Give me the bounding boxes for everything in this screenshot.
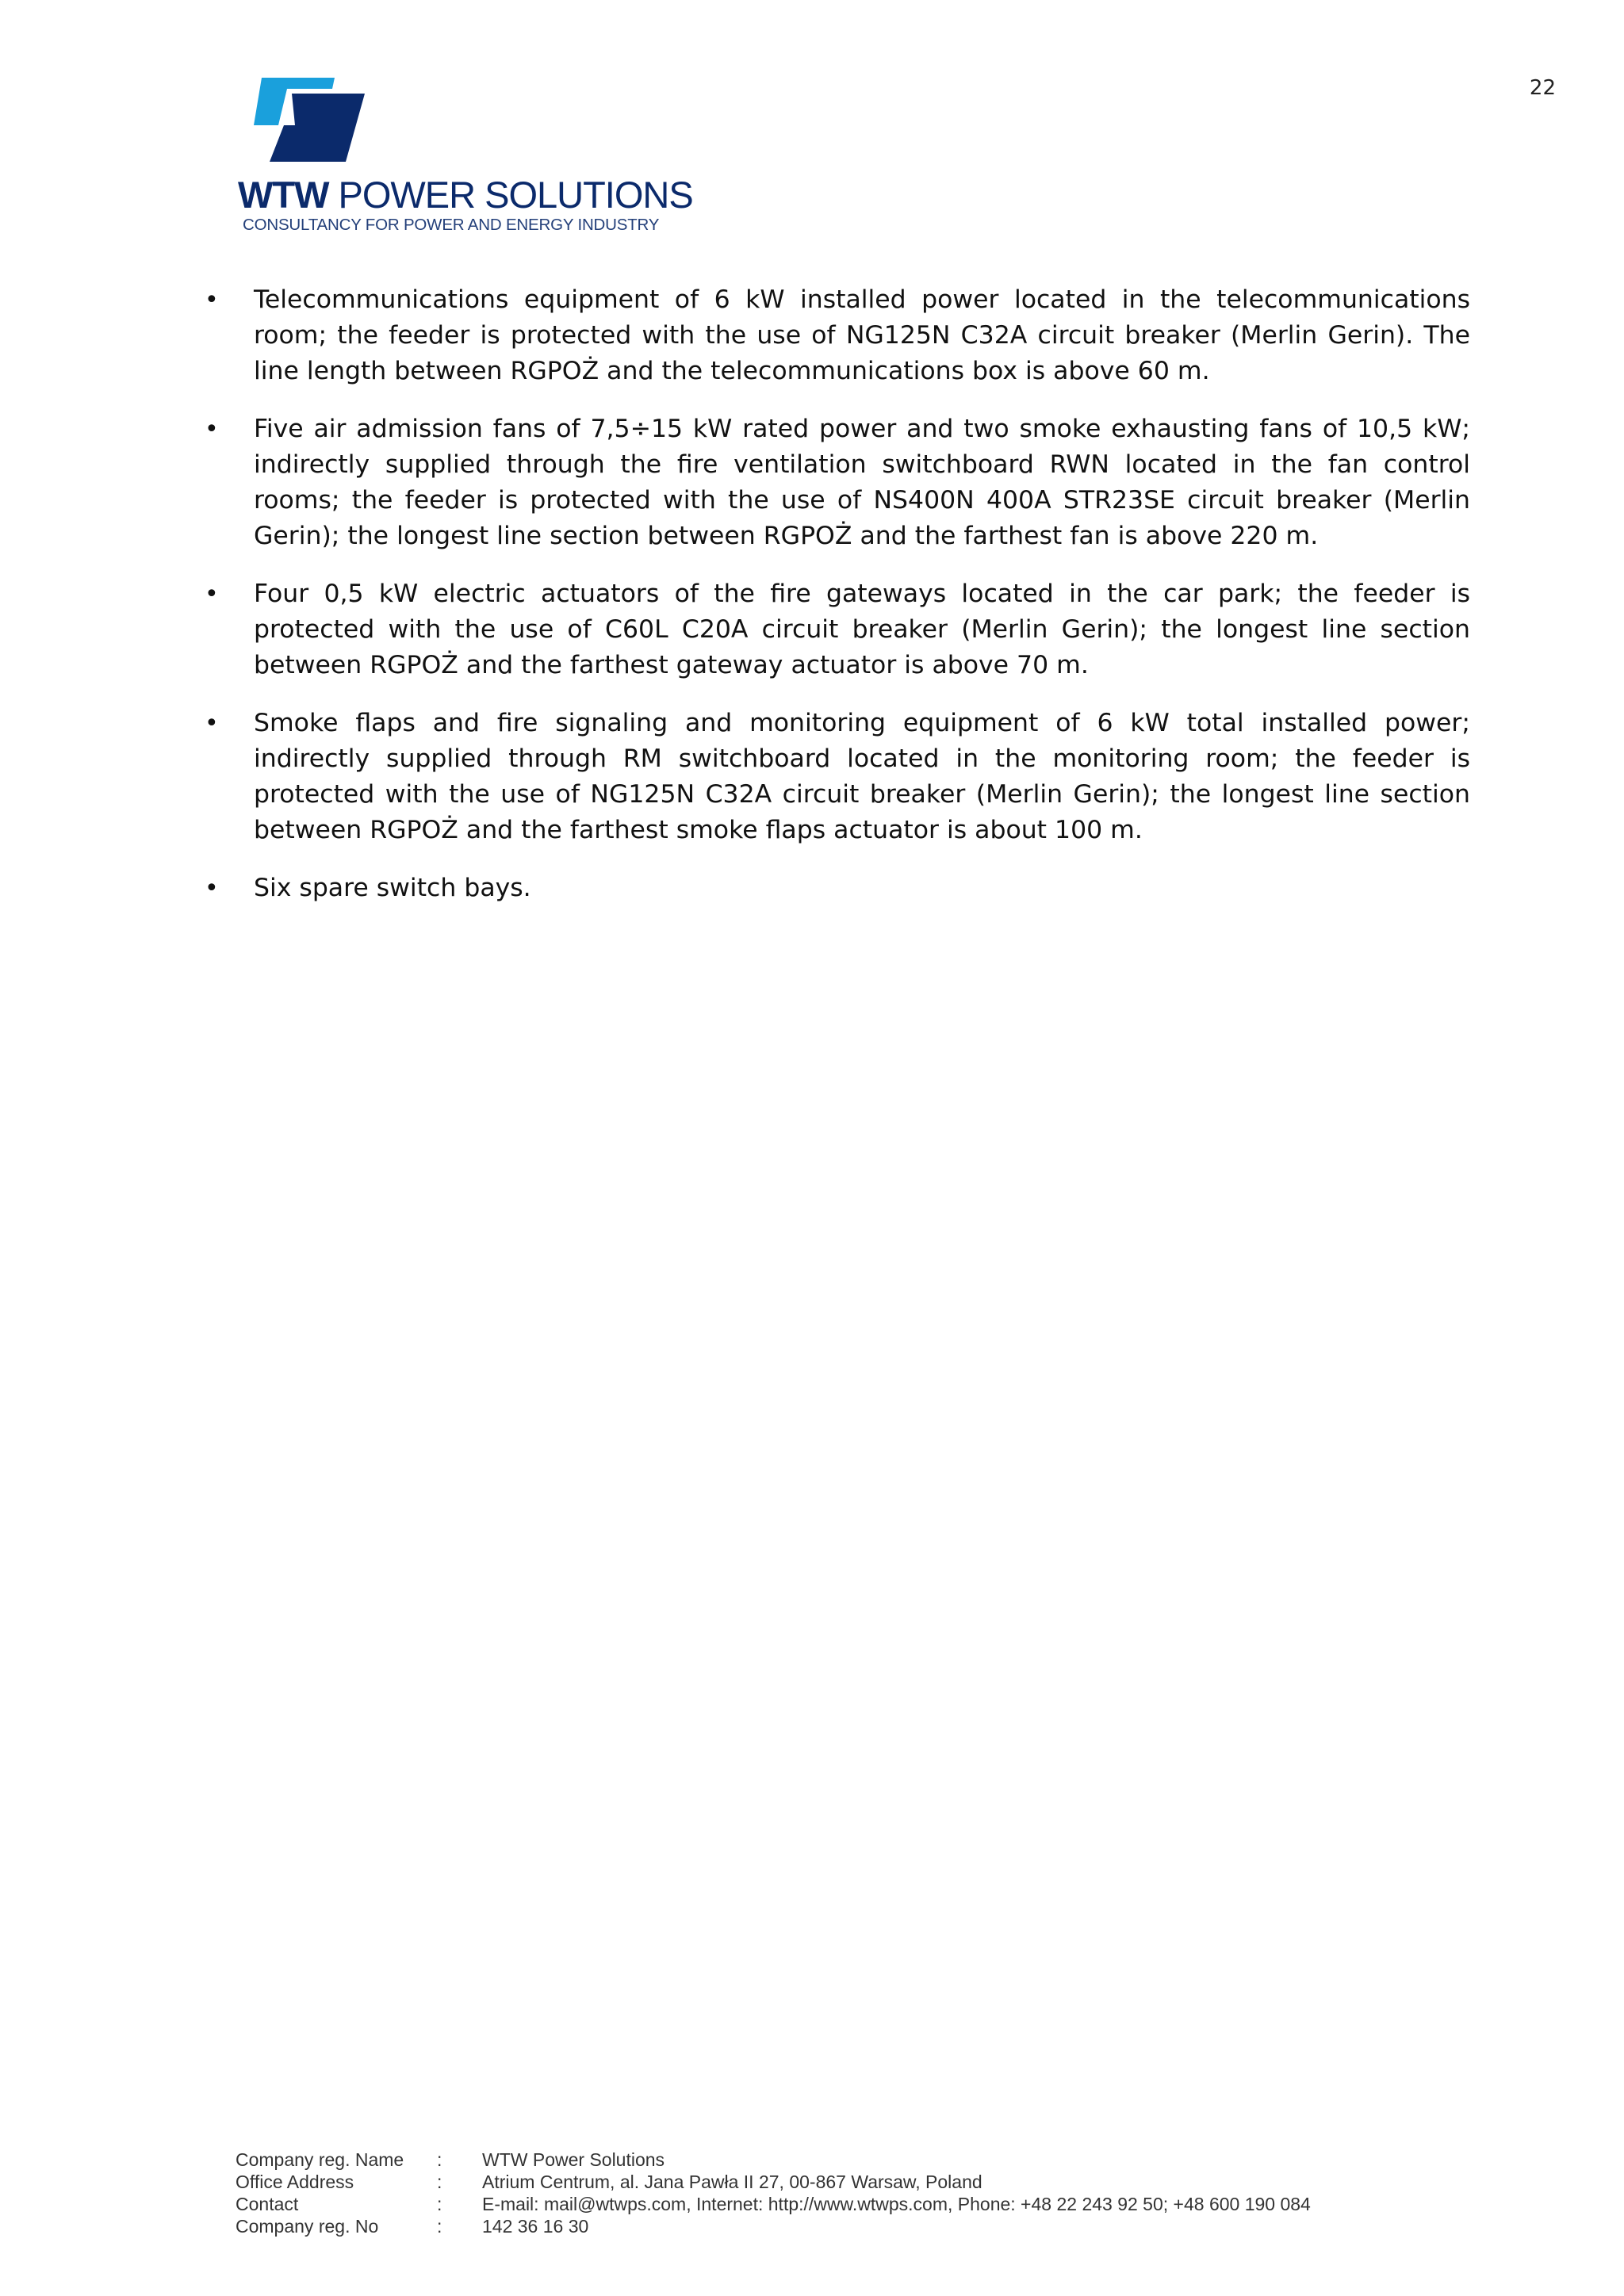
footer-label: Company reg. Name [236,2149,404,2170]
footer-value: E-mail: mail@wtwps.com, Internet: http://www.wtwps.com, Phone: +48 22 243 92 50; +48 600 190 084 [482,2194,1311,2214]
footer-row-company-name [236,2149,1311,2171]
footer-label: Company reg. No [236,2216,379,2237]
footer-separator: : [437,2172,442,2192]
bullet-symbol: • [205,580,219,608]
page-number: 22 [1529,76,1556,100]
footer-separator: : [437,2194,442,2214]
logo-wordmark: WTW POWER SOLUTIONS [238,174,693,216]
bullet-text: Five air admission fans of 7,5÷15 kW rated power and two smoke exhausting fans of 10,5 kW; indirectly supplied through the fire ventilation switchboard RWN located in the fan control rooms; the feeder is protected with the use of NS400N 400A STR23SE circuit breaker (Merlin Gerin); the longest line section between RGPOŻ and the farthest fan is above 220 m. [254,415,1470,550]
footer-label: Office Address [236,2172,354,2192]
footer-separator: : [437,2216,442,2237]
footer-row-company-reg-no [236,2215,1311,2237]
logo-tagline: CONSULTANCY FOR POWER AND ENERGY INDUSTRY [243,216,660,234]
bullet-text: Six spare switch bays. [254,874,531,902]
bullet-text: Telecommunications equipment of 6 kW installed power located in the telecommunications room; the feeder is protected with the use of NG125N C32A circuit breaker (Merlin Gerin). The line length between RGPOŻ and the telecommunications box is above 60 m. [254,285,1470,385]
bullet-item [201,706,1470,848]
footer-value: WTW Power Solutions [482,2149,665,2170]
footer-row-contact [236,2193,1311,2215]
bullet-symbol: • [205,286,219,314]
company-footer [236,2149,1311,2237]
bullet-text: Smoke flaps and fire signaling and monitoring equipment of 6 kW total installed power; indirectly supplied through RM switchboard located in the monitoring room; the feeder is protected with the use of NG125N C32A circuit breaker (Merlin Gerin); the longest line section between RGPOŻ and the farthest smoke flaps actuator is about 100 m. [254,709,1470,844]
footer-label: Contact [236,2194,299,2214]
bullet-item [201,282,1470,389]
bullet-symbol: • [205,710,219,737]
bullet-symbol: • [205,874,219,902]
company-logo [238,76,693,235]
bullet-symbol: • [205,415,219,443]
footer-separator: : [437,2149,442,2170]
footer-value: 142 36 16 30 [482,2216,589,2237]
bullet-list [201,282,1470,906]
logo-mark-icon [254,76,365,163]
bullet-text: Four 0,5 kW electric actuators of the fire gateways located in the car park; the feeder is protected with the use of C60L C20A circuit breaker (Merlin Gerin); the longest line section between RGPOŻ and the farthest gateway actuator is above 70 m. [254,580,1470,679]
footer-row-office-address [236,2171,1311,2193]
bullet-item [201,871,1470,906]
bullet-item [201,411,1470,554]
bullet-item [201,576,1470,683]
footer-value: Atrium Centrum, al. Jana Pawła II 27, 00-867 Warsaw, Poland [482,2172,982,2192]
document-body [201,282,1470,928]
